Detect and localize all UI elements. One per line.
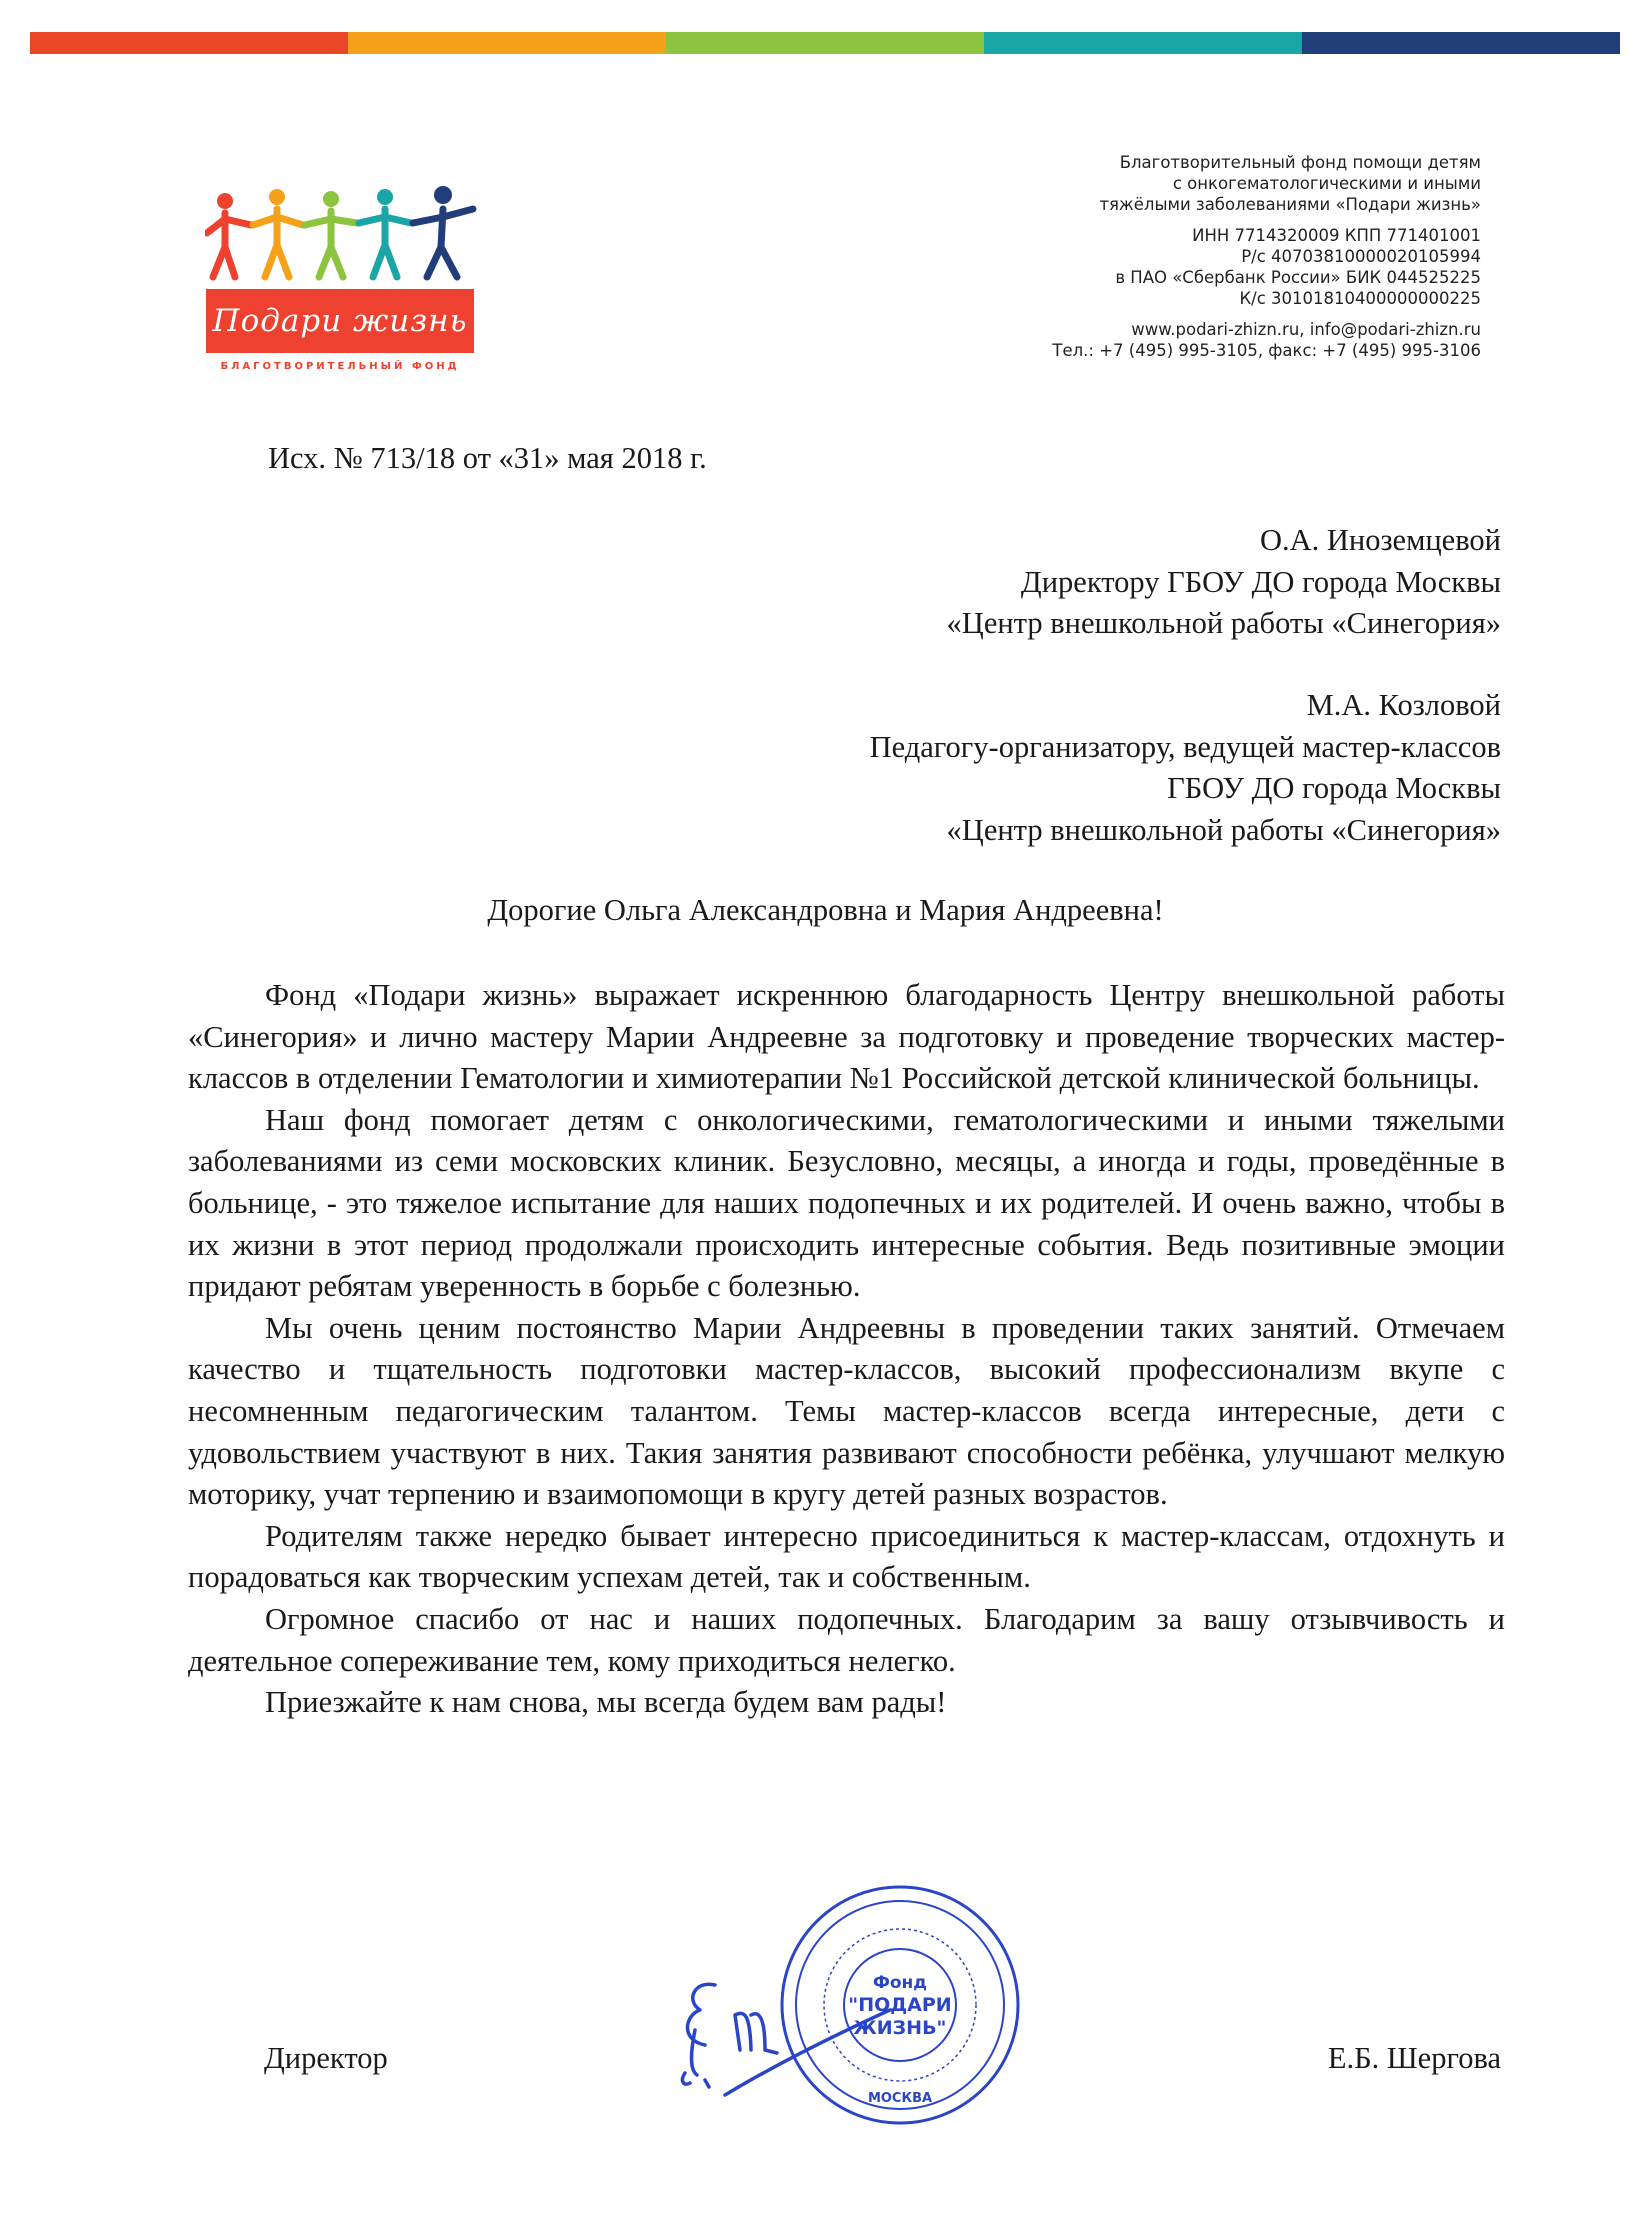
- body-paragraph: Фонд «Подари жизнь» выражает искреннюю благодарность Центру внешкольной работы «Синегория» и лично мастеру Марии Андреевне за подготовку и проведение творческих мастер-классов в отделении Гематологии и химиотерапии №1 Российской детской клинической больницы.: [188, 978, 1505, 1096]
- addressee-name: О.А. Иноземцевой: [1259, 523, 1501, 557]
- signatory-title: Директор: [264, 2041, 388, 2075]
- organization-requisites: [961, 152, 1481, 361]
- org-name-line: Благотворительный фонд помощи детям: [1119, 153, 1481, 172]
- people-holding-hands-icon: [205, 185, 480, 285]
- signatory-name: Е.Б. Шергова: [1327, 2041, 1501, 2075]
- correspondent-account: К/с 30101810400000000225: [1239, 289, 1481, 308]
- contacts-web: www.podari-zhizn.ru, info@podari-zhizn.ru: [1131, 320, 1481, 339]
- addressee-organization: «Центр внешкольной работы «Синегория»: [946, 606, 1501, 640]
- band-segment: [348, 32, 666, 54]
- addressee-name: М.А. Козловой: [1306, 688, 1501, 722]
- foundation-logo: [200, 185, 490, 385]
- body-paragraph: Родителям также нередко бывает интересно присоединиться к мастер-классам, отдохнуть и порадоваться как творческим успехам детей, так и собственным.: [188, 1518, 1505, 1595]
- band-segment: [984, 32, 1302, 54]
- addressee-position: Директору ГБОУ ДО города Москвы: [1020, 565, 1501, 599]
- letter-body: [188, 975, 1505, 1724]
- inn-kpp: ИНН 7714320009 КПП 771401001: [1192, 226, 1481, 245]
- bank-account: Р/с 40703810000020105994: [1241, 247, 1481, 266]
- contacts-phone: Тел.: +7 (495) 995-3105, факс: +7 (495) 995-3106: [1052, 341, 1481, 360]
- logo-caption: БЛАГОТВОРИТЕЛЬНЫЙ ФОНД: [220, 361, 460, 372]
- bank-name: в ПАО «Сбербанк России» БИК 044525225: [1115, 268, 1481, 287]
- addressee-position: ГБОУ ДО города Москвы: [1167, 771, 1501, 805]
- body-paragraph: Мы очень ценим постоянство Марии Андреевны в проведении таких занятий. Отмечаем качество и тщательность подготовки мастер-классов, высокий профессионализм вкупе с несомненным педагогическим талантом. Темы мастер-классов всегда интересные, дети с удовольствием участвуют в них. Такия занятия развивают способности ребёнка, улучшают мелкую моторику, учат терпению и взаимопомощи в кругу детей разных возрастов.: [188, 1310, 1505, 1512]
- stamp-center-text: Фонд: [872, 1973, 928, 1993]
- header-color-band: [30, 32, 1620, 54]
- stamp-city: МОСКВА: [867, 2091, 933, 2106]
- outgoing-number: Исх. № 713/18 от «31» мая 2018 г.: [268, 441, 707, 475]
- logo-wordmark: Подари жизнь: [206, 289, 474, 353]
- band-segment: [666, 32, 984, 54]
- body-paragraph: Приезжайте к нам снова, мы всегда будем вам рады!: [265, 1685, 947, 1720]
- org-name-line: тяжёлыми заболеваниями «Подари жизнь»: [1099, 195, 1481, 214]
- org-name-line: с онкогематологическими и иными: [1172, 174, 1481, 193]
- band-segment: [1302, 32, 1620, 54]
- addressee-organization: «Центр внешкольной работы «Синегория»: [946, 813, 1501, 847]
- stamp-center-text: "ПОДАРИ: [848, 1994, 952, 2016]
- body-paragraph: Огромное спасибо от нас и наших подопечных. Благодарим за вашу отзывчивость и деятельное сопереживание тем, кому приходиться нелегко.: [188, 1601, 1505, 1678]
- stamp-center-text: ЖИЗНЬ": [853, 2017, 947, 2039]
- addressee-position: Педагогу-организатору, ведущей мастер-классов: [869, 730, 1501, 764]
- band-segment: [30, 32, 348, 54]
- body-paragraph: Наш фонд помогает детям с онкологическими, гематологическими и иными тяжелыми заболеваниями из семи московских клиник. Безусловно, месяцы, а иногда и годы, проведённые в больнице, - это тяжелое испытание для наших подопечных и их родителей. И очень важно, чтобы в их жизни в этот период продолжали происходить интересные события. Ведь позитивные эмоции придают ребятам уверенность в борьбе с болезнью.: [188, 1102, 1505, 1304]
- greeting: Дорогие Ольга Александровна и Мария Андреевна!: [487, 893, 1164, 927]
- organization-stamp: [775, 1880, 1025, 2130]
